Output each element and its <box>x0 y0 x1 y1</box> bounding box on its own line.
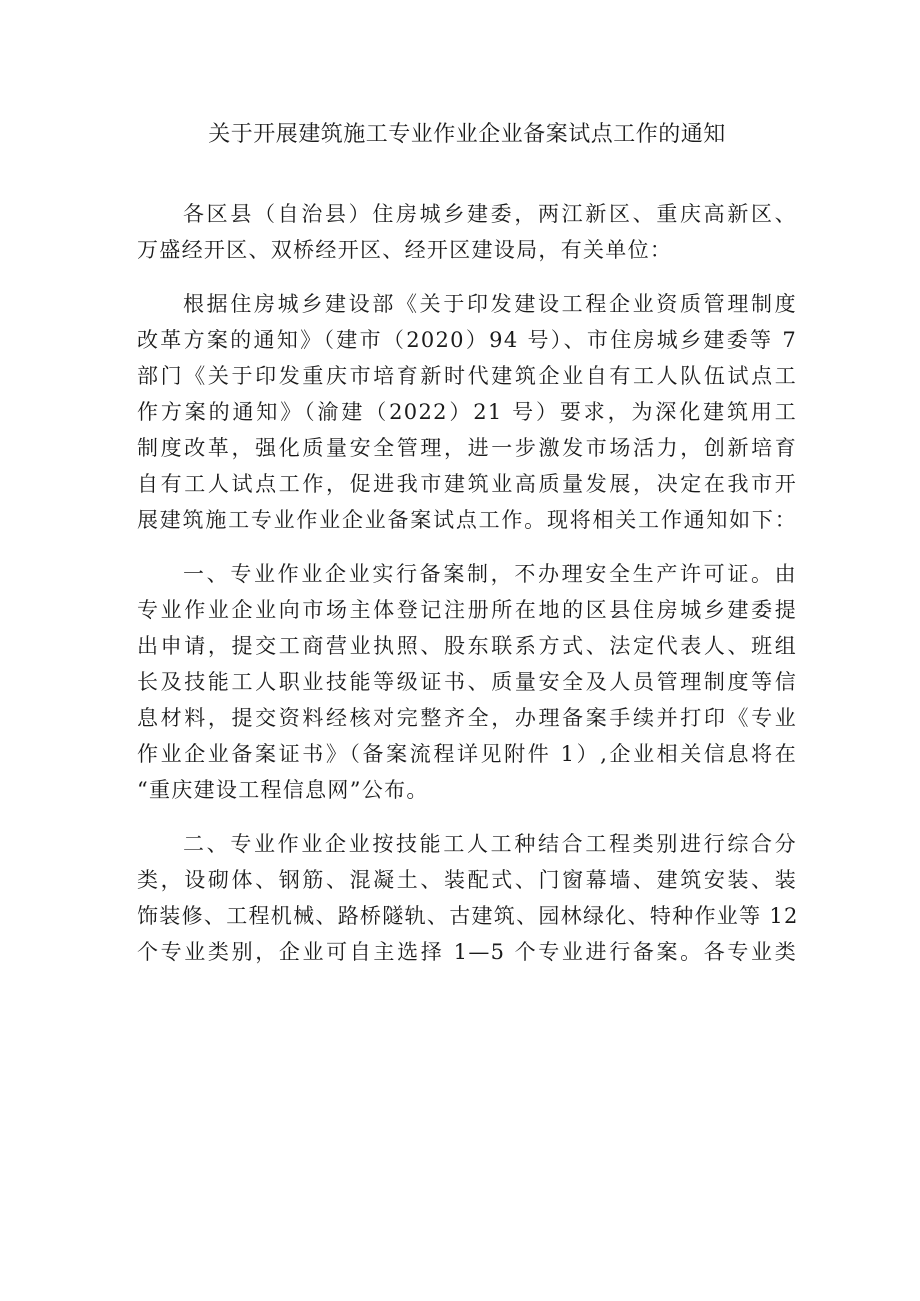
document-title: 关于开展建筑施工专业作业企业备案试点工作的通知 <box>208 122 726 147</box>
paragraph-line: 专业作业企业向市场主体登记注册所在地的区县住房城乡建委提 <box>137 598 797 622</box>
paragraph-line: 制度改革，强化质量安全管理，进一步激发市场活力，创新培育 <box>137 436 797 460</box>
paragraph-line: 出申请，提交工商营业执照、股东联系方式、法定代表人、班组 <box>137 634 797 658</box>
paragraph-line: 改革方案的通知》（建市（2020）94 号）、市住房城乡建委等 7 <box>137 328 797 352</box>
document-page <box>137 118 797 988</box>
basis-paragraph <box>137 286 797 538</box>
paragraph-line: 个专业类别，企业可自主选择 1—5 个专业进行备案。各专业类 <box>137 940 797 964</box>
item-two-paragraph <box>137 826 797 970</box>
paragraph-line: 各区县（自治县）住房城乡建委，两江新区、重庆高新区、 <box>183 202 797 226</box>
paragraph-line: 根据住房城乡建设部《关于印发建设工程企业资质管理制度 <box>183 292 797 316</box>
paragraph-line: 自有工人试点工作，促进我市建筑业高质量发展，决定在我市开 <box>137 472 797 496</box>
paragraph-line: 息材料，提交资料经核对完整齐全，办理备案手续并打印《专业 <box>137 706 797 730</box>
paragraph-line: 作业企业备案证书》（备案流程详见附件 1）,企业相关信息将在 <box>137 742 797 766</box>
paragraph-line: 一、专业作业企业实行备案制，不办理安全生产许可证。由 <box>183 562 797 586</box>
paragraph-line: 类，设砌体、钢筋、混凝土、装配式、门窗幕墙、建筑安装、装 <box>137 868 797 892</box>
item-one-paragraph <box>137 556 797 808</box>
paragraph-line: 长及技能工人职业技能等级证书、质量安全及人员管理制度等信 <box>137 670 797 694</box>
paragraph-line: 展建筑施工专业作业企业备案试点工作。现将相关工作通知如下： <box>137 508 797 532</box>
paragraph-line: “重庆建设工程信息网”公布。 <box>137 778 429 802</box>
paragraph-line: 饰装修、工程机械、路桥隧轨、古建筑、园林绿化、特种作业等 12 <box>137 904 799 928</box>
paragraph-line: 二、专业作业企业按技能工人工种结合工程类别进行综合分 <box>183 832 797 856</box>
paragraph-line: 作方案的通知》（渝建（2022）21 号）要求，为深化建筑用工 <box>137 400 797 424</box>
paragraph-line: 万盛经开区、双桥经开区、经开区建设局，有关单位： <box>137 238 673 262</box>
paragraph-line: 部门《关于印发重庆市培育新时代建筑企业自有工人队伍试点工 <box>137 364 797 388</box>
addressee-paragraph <box>137 196 797 268</box>
